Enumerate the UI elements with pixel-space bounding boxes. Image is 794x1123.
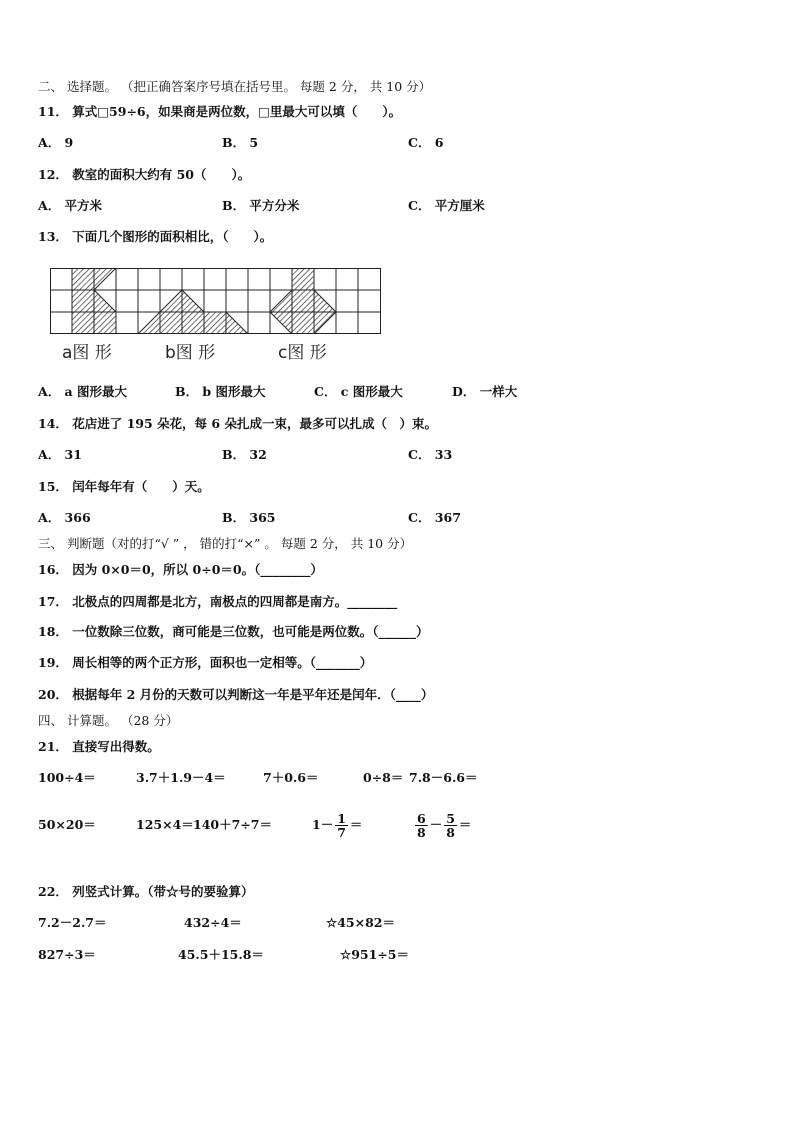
q22-item-5: 45.5＋15.8＝ [178,947,264,962]
section-3-title: 三、 判断题（对的打“√ ” ， 错的打“×” 。 每题 2 分， 共 10 分） [38,536,413,551]
frac1-tail: ＝ [349,817,363,832]
q22-item-1: 7.2－2.7＝ [38,915,107,930]
frac2-den2: 8 [446,825,455,840]
q20: 20． 根据每年 2 月份的天数可以判断这一年是平年还是闰年．（____） [38,687,434,702]
q13-option-b: B． b 图形最大 [175,384,266,399]
label-shape-c: c图 形 [278,343,327,363]
q22-item-2: 432÷4＝ [184,915,242,930]
q12-option-c: C． 平方厘米 [408,198,485,213]
q21-item-10 [413,805,471,845]
q16: 16． 因为 0×0＝0，所以 0÷0＝0。（________） [38,562,323,577]
q22-stem: 22． 列竖式计算。（带☆号的要验算） [38,884,254,899]
q14-stem: 14． 花店进了 195 朵花，每 6 朵扎成一束，最多可以扎成（ ）束。 [38,416,437,431]
grid-figure-svg [50,268,384,334]
section-4-title: 四、 计算题。 （28 分） [38,713,179,728]
q13-stem: 13． 下面几个图形的面积相比，（ ）。 [38,229,273,244]
q12-option-b: B． 平方分米 [222,198,300,213]
fraction-1-7 [335,812,348,839]
frac1-den: 7 [337,825,346,840]
q21-item-6: 50×20＝ [38,817,96,832]
q11-option-c: C． 6 [408,135,444,150]
label-shape-b: b图 形 [165,343,216,363]
shape-c [270,268,336,334]
fraction-5-8 [444,812,457,839]
q22-item-4: 827÷3＝ [38,947,96,962]
frac2-den1: 8 [417,825,426,840]
frac1-lead: 1－ [312,817,334,832]
q15-option-c: C． 367 [408,510,461,525]
frac1-num: 1 [337,811,346,826]
frac2-num1: 6 [417,811,426,826]
q19: 19． 周长相等的两个正方形，面积也一定相等。（_______） [38,655,373,670]
q21-item-7: 125×4＝ [136,817,194,832]
q21-item-4: 0÷8＝ [363,770,404,785]
q22-item-3: ☆45×82＝ [326,915,395,930]
q15-option-a: A． 366 [38,510,91,525]
q11-stem: 11． 算式□59÷6，如果商是两位数，□里最大可以填（ ）。 [38,104,402,119]
frac2-num2: 5 [446,811,455,826]
area-figures-grid [50,268,384,337]
q12-option-a: A． 平方米 [38,198,103,213]
q14-option-a: A． 31 [38,447,82,462]
q18: 18． 一位数除三位数，商可能是三位数，也可能是两位数。（______） [38,624,429,639]
q17: 17． 北极点的四周都是北方，南极点的四周都是南方。________ [38,594,398,609]
q15-option-b: B． 365 [222,510,276,525]
q21-item-5: 7.8－6.6＝ [409,770,478,785]
q13-option-d: D． 一样大 [452,384,518,399]
section-2-title: 二、 选择题。 （把正确答案序号填在括号里。 每题 2 分， 共 10 分） [38,79,432,94]
q22-item-6: ☆951÷5＝ [340,947,409,962]
q13-option-c: C． c 图形最大 [314,384,403,399]
fraction-6-8 [415,812,428,839]
frac2-tail: ＝ [458,817,472,832]
q14-option-c: C． 33 [408,447,453,462]
q12-stem: 12． 教室的面积大约有 50（ ）。 [38,167,251,182]
q21-item-3: 7＋0.6＝ [263,770,319,785]
label-shape-a: a图 形 [62,343,112,363]
q21-item-8: 140＋7÷7＝ [193,817,272,832]
q11-option-b: B． 5 [222,135,259,150]
q13-option-a: A． a 图形最大 [38,384,128,399]
q21-item-2: 3.7＋1.9－4＝ [136,770,226,785]
q21-item-9 [312,805,362,845]
frac2-op: － [429,817,443,832]
q21-item-1: 100÷4＝ [38,770,96,785]
q15-stem: 15． 闰年每年有（ ）天。 [38,479,210,494]
q11-option-a: A． 9 [38,135,74,150]
q14-option-b: B． 32 [222,447,267,462]
q21-stem: 21． 直接写出得数。 [38,739,160,754]
